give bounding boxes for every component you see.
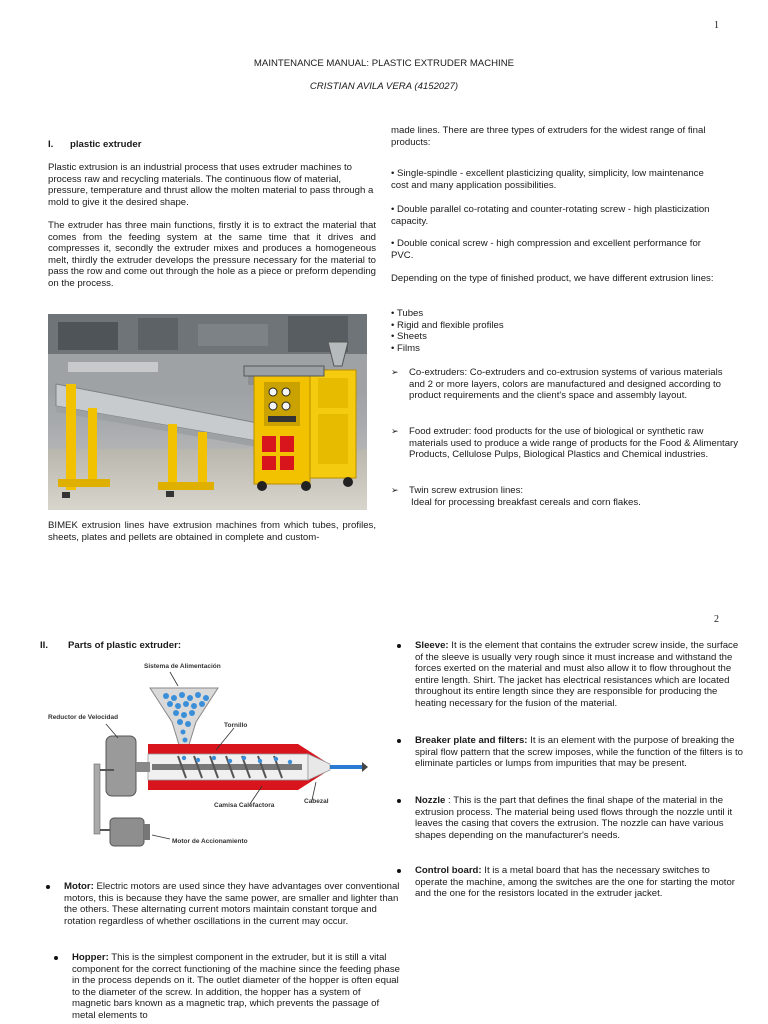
bullet-breaker-plate xyxy=(391,735,745,770)
paragraph-bimek: BIMEK extrusion lines have extrusion machines from which tubes, profiles, sheets, plates and pellets are obtained in complete and custom- xyxy=(48,520,376,543)
list-item: • Rigid and flexible profiles xyxy=(391,319,504,331)
diagram-label-head: Cabezal xyxy=(304,798,329,805)
bullet-term: Motor: xyxy=(64,881,94,892)
list-item-text: Twin screw extrusion lines: xyxy=(409,485,524,496)
list-item: • Sheets xyxy=(391,331,427,343)
diagram-label-speed-reducer: Reductor de Velocidad xyxy=(48,714,119,721)
extrusion-lines-intro: Depending on the type of finished product, we have different extrusion lines: xyxy=(391,273,714,284)
section-heading-2 xyxy=(40,640,181,652)
bullet-term: Breaker plate and filters: xyxy=(415,735,528,746)
bullet-nozzle xyxy=(391,795,745,841)
bullet-dot-icon xyxy=(397,739,401,743)
section-number: II. xyxy=(40,640,48,651)
diagram-label-feed-system: Sistema de Alimentación xyxy=(144,663,221,670)
bullet-term: Nozzle xyxy=(415,795,446,806)
bullet-dot-icon xyxy=(397,644,401,648)
list-item: • Tubes xyxy=(391,308,424,319)
diagram-label-drive-motor: Motor de Accionamiento xyxy=(172,838,248,845)
arrow-item-twin-screw xyxy=(391,485,739,497)
bullet-text: It is an element with the purpose of breaking the spiral flow pattern that the screw imposes, while the function of the filters is to eliminate particles or lumps from impurities that may be present. xyxy=(415,735,743,770)
extruder-types-intro: made lines. There are three types of extruders for the widest range of final products: xyxy=(391,125,706,148)
twin-screw-detail: Ideal for processing breakfast cereals and corn flakes. xyxy=(411,497,641,508)
extrusion-lines-list xyxy=(391,308,721,354)
bullet-motor xyxy=(40,881,400,927)
arrow-bullet-icon: ➢ xyxy=(391,426,399,436)
section-title: plastic extruder xyxy=(70,139,142,150)
extruder-type-double-parallel: • Double parallel co-rotating and counter-rotating screw - high plasticization capacity. xyxy=(391,204,710,227)
extruder-type-single: • Single-spindle - excellent plasticizing quality, simplicity, low maintenance cost and many application possibilities. xyxy=(391,168,704,191)
bullet-text: This is the simplest component in the extruder, but it is still a vital component for the correct functioning of the machine since the feeding phase in the process depends on it. The outlet diameter of the hopper is often equal to the diameter of the screw. In addition, the hopper has a system of magnetic bars known as a magnetic trap, which prevents the passage of metal elements to xyxy=(72,952,400,1021)
extruder-parts-diagram xyxy=(48,658,368,858)
section-heading-1 xyxy=(48,139,141,151)
bullet-hopper xyxy=(48,952,400,1022)
section-number: I. xyxy=(48,139,54,150)
arrow-item-food-extruder xyxy=(391,426,739,461)
bullet-term: Hopper: xyxy=(72,952,109,963)
diagram-label-heating-jacket: Camisa Calefactora xyxy=(214,802,275,809)
bullet-text: : This is the part that defines the final shape of the material in the extrusion process. The material being used flows through the nozzle until it leaves the casing that covers the extrusion. The nozzle can have various shapes depending on the manufacturer's needs. xyxy=(415,795,733,841)
section-title: Parts of plastic extruder: xyxy=(68,640,182,651)
bullet-dot-icon xyxy=(397,869,401,873)
bullet-dot-icon xyxy=(54,956,58,960)
arrow-item-coextruders xyxy=(391,367,739,402)
bullet-sleeve xyxy=(391,640,745,710)
bullet-term: Control board: xyxy=(415,865,482,876)
bullet-control-board xyxy=(391,865,745,900)
page-number-2: 2 xyxy=(714,614,719,625)
extruder-machine-photo xyxy=(48,314,367,510)
paragraph-intro: Plastic extrusion is an industrial process that uses extruder machines to process raw and recycling materials. The continuous flow of material, pressure, temperature and thrust allow the molten material to pass through a mold to give it the desired shape. xyxy=(48,162,374,208)
extruder-type-double-conical: • Double conical screw - high compression and excellent performance for PVC. xyxy=(391,238,701,261)
document-title: MAINTENANCE MANUAL: PLASTIC EXTRUDER MACHINE xyxy=(253,58,515,69)
document-author: CRISTIAN AVILA VERA (4152027) xyxy=(309,81,459,92)
bullet-text: Electric motors are used since they have advantages over conventional motors, this is because they have the same power, are smaller and lighter than the others. These alternating current motors maintain constant torque and rotation regardless of whether oscillations in the current may occur. xyxy=(64,881,400,927)
arrow-bullet-icon: ➢ xyxy=(391,367,399,377)
arrow-bullet-icon: ➢ xyxy=(391,485,399,495)
bullet-dot-icon xyxy=(397,799,401,803)
bullet-text: It is the element that contains the extruder screw inside, the surface of the sleeve is usually very rough since it must increase and withstand the forces exerted on the material and must also allow it to flow throughout the entire length. Shirt. The jacket has electrical resistances which are located throughout its entire length since they are responsible for producing the heating necessary for the fusion of the material. xyxy=(415,640,739,709)
diagram-label-screw: Tornillo xyxy=(224,722,248,729)
bullet-text: It is a metal board that has the necessary switches to operate the machine, among the switches are the one for starting the motor and the one for the resistors located in the extruder jacket. xyxy=(415,865,735,900)
bullet-dot-icon xyxy=(46,885,50,889)
list-item: • Films xyxy=(391,342,420,354)
list-item-text: Food extruder: food products for the use of biological or synthetic raw materials used to produce a wide range of products for the Food & Alimentary Products, Cellulose Pulps, Biological Plastics and Chemical industries. xyxy=(409,426,739,461)
page-number-1: 1 xyxy=(714,20,719,31)
paragraph-functions: The extruder has three main functions, firstly it is to extract the material that comes from the feeding system at the same time that it drives and compresses it, secondly the extruder mixes and produces a homogeneous melt, thirdly the extruder develops the pressure necessary for the material to pass the row and come out through the hole as a piece or preform depending on the process. xyxy=(48,220,376,289)
bullet-term: Sleeve: xyxy=(415,640,449,651)
list-item-text: Co-extruders: Co-extruders and co-extrusion systems of various materials and 2 or more layers, colors are manufactured and designed according to product requirements and the client's space and assembly layout. xyxy=(409,367,723,402)
